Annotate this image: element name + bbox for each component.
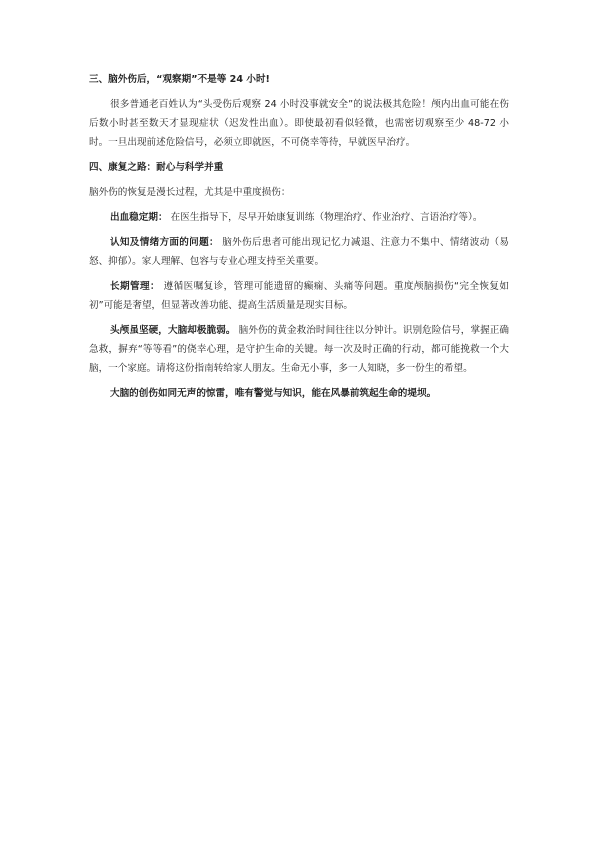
summary-paragraph bbox=[89, 321, 509, 378]
section3-heading: 三、脑外伤后，“观察期”不是等 24 小时! bbox=[89, 74, 270, 85]
summary-text: 脑外伤的黄金救治时间往往以分钟计。识别危险信号，掌握正确急救，摒弃“等等看”的侥幸心理，是守护生命的关键。每一次及时正确的行动，都可能挽救一个大脑，一个家庭。请将这份指南转给家人朋友。生命无小事，多一人知晓，多一份生的希望。 bbox=[89, 325, 510, 374]
item-label: 出血稳定期： bbox=[110, 212, 168, 223]
section4-heading: 四、康复之路：耐心与科学并重 bbox=[89, 162, 224, 173]
document-page bbox=[89, 70, 509, 403]
closing-statement: 大脑的创伤如同无声的惊雷，唯有警觉与知识，能在风暴前筑起生命的堤坝。 bbox=[110, 388, 437, 399]
item-label: 长期管理： bbox=[110, 281, 161, 292]
item-label: 认知及情绪方面的问题： bbox=[110, 237, 219, 248]
section4-intro: 脑外伤的恢复是漫长过程，尤其是中重度损伤： bbox=[89, 187, 291, 198]
summary-lead: 头颅虽坚硬，大脑却极脆弱。 bbox=[110, 325, 236, 336]
item-text: 脑外伤后患者可能出现记忆力减退、注意力不集中、情绪波动（易怒、抑郁）。家人理解、包容与专业心理支持至关重要。 bbox=[89, 237, 509, 267]
list-item bbox=[89, 233, 509, 271]
item-text: 在医生指导下，尽早开始康复训练（物理治疗、作业治疗、言语治疗等）。 bbox=[170, 212, 483, 223]
list-item bbox=[89, 208, 509, 227]
list-item bbox=[89, 277, 509, 315]
item-text: 遵循医嘱复诊，管理可能遗留的癫痫、头痛等问题。重度颅脑损伤“完全恢复如初”可能是奢望，但显著改善功能、提高生活质量是现实目标。 bbox=[89, 281, 509, 311]
section3-paragraph: 很多普通老百姓认为“头受伤后观察 24 小时没事就安全”的说法极其危险！颅内出血可能在伤后数小时甚至数天才显现症状（迟发性出血）。即使最初看似轻微，也需密切观察至少 48-72 小时。一旦出现前述危险信号，必须立即就医，不可侥幸等待，早就医早治疗。 bbox=[89, 99, 509, 148]
